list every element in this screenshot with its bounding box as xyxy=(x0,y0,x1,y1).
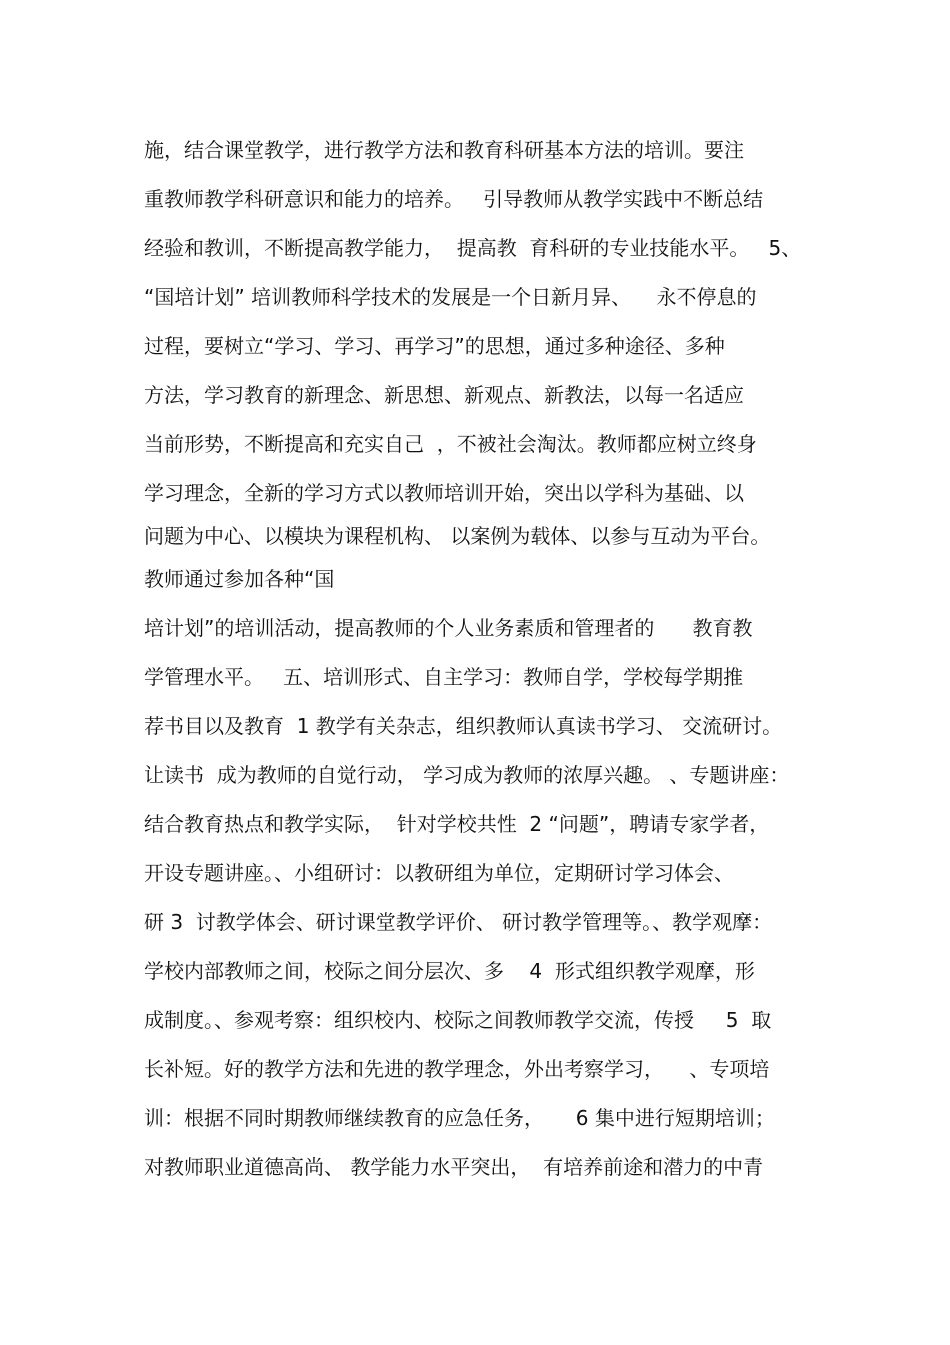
text-line: 问题为中心、以模块为课程机构、 以案例为载体、以参与互动为平台。 xyxy=(144,524,771,548)
text-line: 对教师职业道德高尚、 教学能力水平突出， 有培养前途和潜力的中青 xyxy=(144,1155,764,1179)
text-line: 成制度。、参观考察：组织校内、校际之间教师教学交流，传授 5 取 xyxy=(144,1008,772,1032)
text-line: 施，结合课堂教学，进行教学方法和教育科研基本方法的培训。要注 xyxy=(144,138,744,162)
text-line: 开设专题讲座。、小组研讨：以教研组为单位，定期研讨学习体会、 xyxy=(144,861,734,885)
text-line: 方法，学习教育的新理念、新思想、新观点、新教法，以每一名适应 xyxy=(144,383,744,407)
text-line: “国培计划” 培训教师科学技术的发展是一个日新月异、 永不停息的 xyxy=(144,285,757,309)
text-line: 重教师教学科研意识和能力的培养。 引导教师从教学实践中不断总结 xyxy=(144,187,764,211)
text-line: 当前形势，不断提高和充实自己 ，不被社会淘汰。教师都应树立终身 xyxy=(144,432,757,456)
text-line: 训：根据不同时期教师继续教育的应急任务， 6 集中进行短期培训； xyxy=(144,1106,775,1130)
text-line: 学管理水平。 五、培训形式、自主学习：教师自学，学校每学期推 xyxy=(144,665,744,689)
text-line: 学习理念，全新的学习方式以教师培训开始，突出以学科为基础、以 xyxy=(144,481,744,505)
text-line: 经验和教训，不断提高教学能力， 提高教 育科研的专业技能水平。 5、 xyxy=(144,236,802,260)
text-line: 结合教育热点和教学实际， 针对学校共性 2 “问题”，聘请专家学者， xyxy=(144,812,770,836)
text-line: 长补短。好的教学方法和先进的教学理念，外出考察学习， 、专项培 xyxy=(144,1057,770,1081)
text-line: 让读书 成为教师的自觉行动， 学习成为教师的浓厚兴趣。 、专题讲座： xyxy=(144,763,790,787)
text-line: 学校内部教师之间，校际之间分层次、多 4 形式组织教学观摩，形 xyxy=(144,959,755,983)
body-text xyxy=(144,126,824,1192)
text-line: 教师通过参加各种“国 xyxy=(144,567,335,591)
text-line: 研 3 讨教学体会、研讨课堂教学评价、 研讨教学管理等。、教学观摩： xyxy=(144,910,773,934)
text-line: 过程，要树立“学习、学习、再学习”的思想，通过多种途径、多种 xyxy=(144,334,725,358)
text-line: 培计划”的培训活动，提高教师的个人业务素质和管理者的 教育教 xyxy=(144,616,753,640)
text-line: 荐书目以及教育 1 教学有关杂志，组织教师认真读书学习、 交流研讨。 xyxy=(144,714,783,738)
